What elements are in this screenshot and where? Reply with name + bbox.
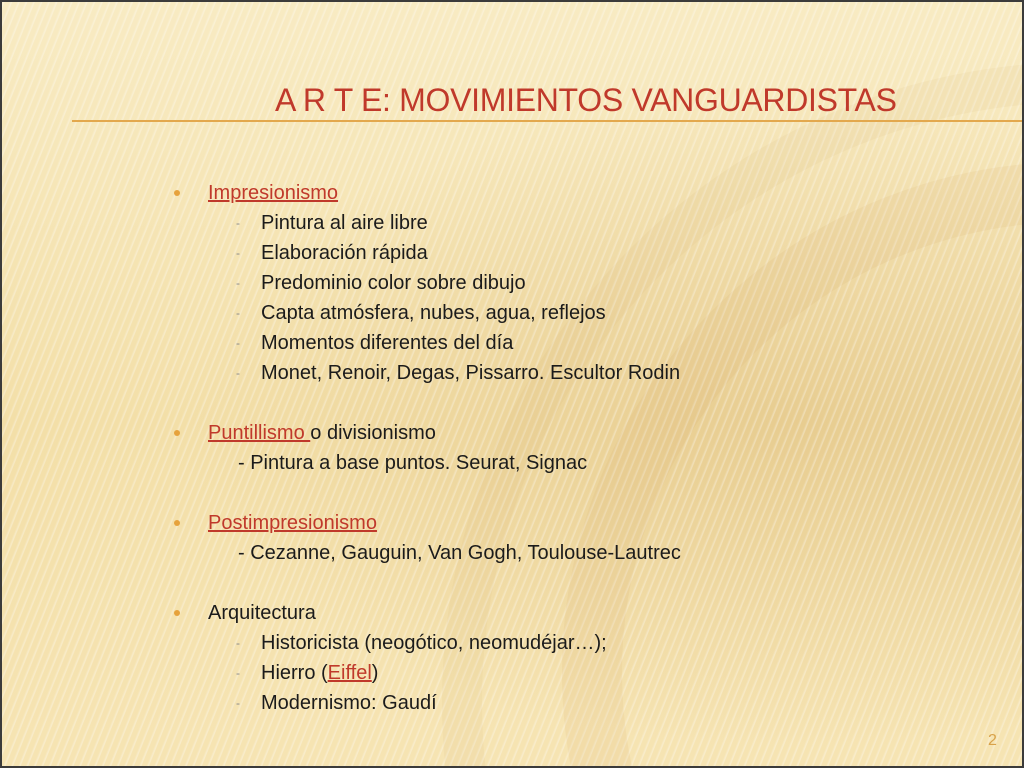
hierro-item — [261, 658, 378, 688]
link-impresionismo[interactable]: Impresionismo — [208, 182, 339, 204]
dash-icon: - — [236, 276, 240, 290]
list-item-text: Historicista (neogótico, neomudéjar…); — [261, 632, 607, 654]
puntillismo-suffix: o divisionismo — [310, 422, 436, 444]
bullet-dot-icon — [174, 520, 180, 526]
postimpresionismo-detail: - Cezanne, Gauguin, Van Gogh, Toulouse-Lautrec — [238, 542, 681, 564]
slide-title: A R T E: MOVIMIENTOS VANGUARDISTAS — [275, 82, 897, 118]
background-swoosh — [562, 162, 1024, 768]
arquitectura-heading: Arquitectura — [208, 602, 316, 624]
hierro-prefix: Hierro ( — [261, 662, 328, 684]
dash-icon: - — [236, 636, 240, 650]
bullet-dot-icon — [174, 190, 180, 196]
background-swoosh-outer — [442, 62, 1024, 768]
dash-icon: - — [236, 666, 240, 680]
dash-icon: - — [236, 246, 240, 260]
dash-icon: - — [236, 306, 240, 320]
bullet-dot-icon — [174, 610, 180, 616]
dash-icon: - — [236, 366, 240, 380]
dash-icon: - — [236, 696, 240, 710]
puntillismo-heading — [208, 418, 436, 448]
list-item-text: Modernismo: Gaudí — [261, 692, 437, 714]
link-puntillismo[interactable]: Puntillismo — [208, 422, 311, 444]
list-item-text: Pintura al aire libre — [261, 212, 428, 234]
dash-icon: - — [236, 336, 240, 350]
list-item-text: Capta atmósfera, nubes, agua, reflejos — [261, 302, 606, 324]
list-item-text: Momentos diferentes del día — [261, 332, 514, 354]
puntillismo-detail: - Pintura a base puntos. Seurat, Signac — [238, 452, 588, 474]
dash-icon: - — [236, 216, 240, 230]
link-postimpresionismo[interactable]: Postimpresionismo — [208, 512, 377, 534]
link-eiffel[interactable]: Eiffel — [327, 662, 372, 684]
title-underline-rule — [72, 120, 1024, 122]
bullet-dot-icon — [174, 430, 180, 436]
hierro-suffix: ) — [371, 662, 379, 684]
list-item-text: Predominio color sobre dibujo — [261, 272, 526, 294]
list-item-text: Monet, Renoir, Degas, Pissarro. Escultor Rodin — [261, 362, 681, 384]
list-item-text: Elaboración rápida — [261, 242, 428, 264]
page-number: 2 — [988, 732, 997, 749]
